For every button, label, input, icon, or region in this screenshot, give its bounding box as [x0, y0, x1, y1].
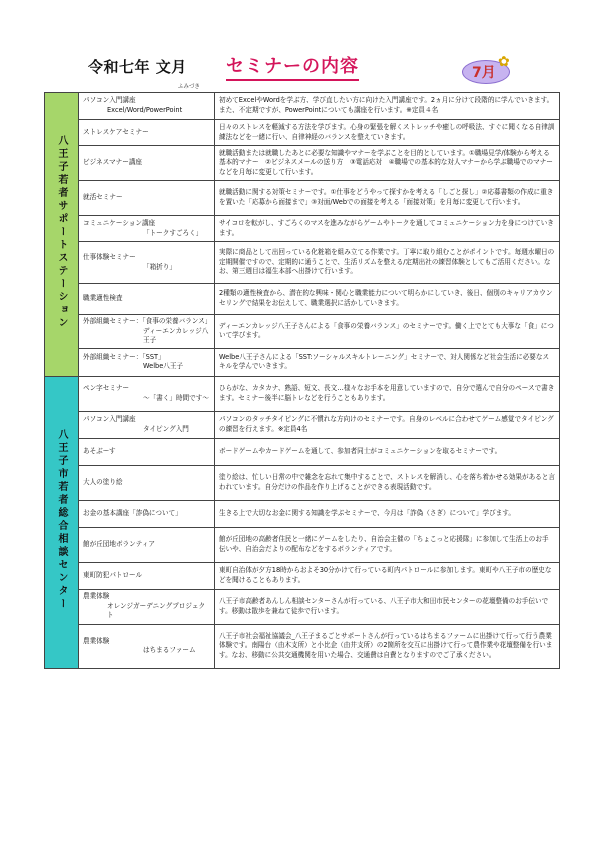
- table-row: [45, 562, 560, 589]
- seminar-name-cell: [79, 562, 215, 589]
- seminar-description: 日々のストレスを軽減する方法を学びます。心身の緊張を解くストレッチや癒しの呼吸法、すぐに聞くなる自律訓練法などを一緒に行い、自律神経のバランスを整えていきます。: [215, 120, 560, 146]
- seminar-description: 館が丘団地の高齢者住民と一緒にゲームをしたり、自治会主催の「ちょこっと応援隊」に参加して生活上のお手伝いや、自治会だよりの配布などをするボランティアです。: [215, 527, 560, 562]
- table-row: [45, 284, 560, 315]
- seminar-title: お金の基本講座「詐偽について」: [83, 508, 182, 517]
- seminar-subtitle: Welbe八王子: [143, 362, 184, 371]
- seminar-subtitle: ディーエンカレッジ八王子: [143, 326, 209, 345]
- section-label-cell: [45, 376, 79, 668]
- seminar-title: 職業適性検査: [83, 294, 123, 303]
- section-label-cell: [45, 93, 79, 377]
- seminar-subtitle: 「箱折り」: [143, 262, 176, 271]
- section-name: 八王子市若者総合相談センター: [56, 429, 67, 612]
- seminar-title: ストレスケアセミナー: [83, 127, 149, 136]
- seminar-description: ディーエンカレッジ八王子さんによる「食事の栄養バランス」のセミナーです。働く上でとても大事な「食」について学びます。: [215, 315, 560, 349]
- seminar-title: 外部組織セミナー：「食事の栄養バランス」: [83, 317, 212, 325]
- seminar-title: ペン字セミナー: [83, 384, 130, 393]
- seminar-name-cell: [79, 93, 215, 120]
- seminar-title: パソコン入門講座: [83, 96, 136, 105]
- seminar-title: 東町防犯パトロール: [83, 570, 143, 579]
- month-badge-label: 7月: [472, 65, 496, 81]
- table-row: [45, 465, 560, 500]
- seminar-description: 初めてExcelやWordを学ぶ方、学び直したい方に向けた入門講座です。2ヵ月に分けて段階的に学んでいきます。また、不定期ですが、PowerPointについても講座を行います。※定員４名: [215, 93, 560, 120]
- seminar-name-cell: [79, 348, 215, 376]
- table-row: [45, 93, 560, 120]
- seminar-subtitle: Excel/Word/PowerPoint: [107, 106, 183, 114]
- seminar-subtitle: オレンジガーデニングプロジェクト: [107, 601, 206, 620]
- seminar-name-cell: [79, 284, 215, 315]
- seminar-name-cell: [79, 216, 215, 242]
- seminar-name-cell: [79, 242, 215, 284]
- seminar-title: 農業体験: [83, 636, 110, 645]
- seminar-description: 就職活動に関する対策セミナーです。①仕事をどうやって探すかを考える「しごと探し」②応募書類の作成に重きを置いた「応募から面接まで」③対面/Webでの面接を考える「面接対策」を月毎に変更して行います。: [215, 181, 560, 216]
- seminar-name-cell: [79, 465, 215, 500]
- seminar-description: ボードゲームやカードゲームを通して、参加者同士がコミュニケーションを取るセミナーです。: [215, 438, 560, 465]
- seminar-name-cell: [79, 438, 215, 465]
- seminar-description: ひらがな、カタカナ、熟語、短文、長文…様々なお手本を用意していますので、自分で選んで自分のペースで書きます。セミナー後半に脳トレなどを行うこともあります。: [215, 376, 560, 411]
- seminar-subtitle: ～「書く」時間です～: [143, 393, 209, 402]
- table-row: [45, 348, 560, 376]
- seminar-subtitle: タイピング入門: [143, 424, 189, 433]
- seminar-description: サイコロを転がし、すごろくのマスを進みながらゲームやトークを通してコミュニケーション力を身につけていきます。: [215, 216, 560, 242]
- seminar-title: 農業体験: [83, 592, 110, 601]
- seminar-name-cell: [79, 527, 215, 562]
- seminar-description: 実際に商品として出回っている化粧箱を組み立てる作業です。丁寧に取り組むことがポイントです。毎週水曜日の定期開催ですので、定期的に通うことで、生活リズムを整える/定期出社の練習体験としてもご活用ください。なお、第三週目は福生本部へ出掛けて行います。: [215, 242, 560, 284]
- seminar-name-cell: [79, 411, 215, 438]
- table-row: [45, 589, 560, 624]
- table-row: [45, 146, 560, 181]
- seminar-title: 仕事体験セミナー: [83, 252, 136, 261]
- page-title: セミナーの内容: [226, 52, 359, 81]
- seminar-title: 大人の塗り絵: [83, 477, 123, 486]
- table-row: [45, 500, 560, 527]
- seminar-subtitle: 「トークすごろく」: [143, 228, 203, 237]
- seminar-title: パソコン入門講座: [83, 415, 136, 424]
- seminar-description: 2種類の適性検査から、潜在的な興味・関心と職業能力について明らかにしていき、後日、個別のキャリアカウンセリングで結果をお伝えして、職業選択に活かしていきます。: [215, 284, 560, 315]
- seminar-title: 外部組織セミナー：「SST」: [83, 352, 165, 361]
- table-row: [45, 376, 560, 411]
- seminar-name-cell: [79, 120, 215, 146]
- table-row: [45, 527, 560, 562]
- table-row: [45, 438, 560, 465]
- table-row: [45, 315, 560, 349]
- table-row: [45, 120, 560, 146]
- table-row: [45, 216, 560, 242]
- flower-icon: ✿: [498, 54, 510, 70]
- month-badge: [462, 54, 510, 84]
- table-row: [45, 181, 560, 216]
- seminar-title: あそぶーす: [83, 446, 116, 455]
- seminar-title: ビジネスマナー講座: [83, 158, 143, 167]
- table-row: [45, 242, 560, 284]
- seminar-title: コミュニケーション講座: [83, 218, 156, 227]
- seminar-name-cell: [79, 376, 215, 411]
- seminar-title: 就活セミナー: [83, 193, 123, 202]
- seminar-title: 館が丘団地ボランティア: [83, 539, 156, 548]
- seminar-subtitle: はちまるファーム: [143, 646, 196, 655]
- page-header: [0, 0, 602, 92]
- seminar-name-cell: [79, 315, 215, 349]
- seminar-description: パソコンのタッチタイピングに不慣れな方向けのセミナーです。自身のレベルに合わせてゲーム感覚でタイピングの練習を行えます。※定員4名: [215, 411, 560, 438]
- era-month: 令和七年 文月: [88, 58, 187, 76]
- seminar-name-cell: [79, 500, 215, 527]
- seminar-name-cell: [79, 146, 215, 181]
- seminar-description: 就職活動または就職したあとに必要な知識やマナーを学ぶことを目的としています。①職場見学/体験から考える基本的マナー ②ビジネスメールの送り方 ③電話応対 ④職場での基本的な対人マナーから学ぶ職場でのマナーなどを月毎に変更して行います。: [215, 146, 560, 181]
- seminar-name-cell: [79, 589, 215, 624]
- seminar-name-cell: [79, 181, 215, 216]
- seminar-description: 塗り絵は、忙しい日常の中で雑念を忘れて集中することで、ストレスを解消し、心を落ち着かせる効果があると言われています。自分だけの作品を作り上げることができる表現活動です。: [215, 465, 560, 500]
- table-row: [45, 411, 560, 438]
- section-name: 八王子若者サポートステーション: [56, 134, 67, 330]
- seminar-table: [44, 92, 560, 669]
- seminar-description: Welbe八王子さんによる「SST:ソーシャルスキルトレーニング」セミナーで、対人関係など社会生活に必要なスキルを学んでいきます。: [215, 348, 560, 376]
- seminar-description: 生きる上で大切なお金に関する知識を学ぶセミナーで、今月は「詐偽（さぎ）について」学びます。: [215, 500, 560, 527]
- seminar-description: 八王子市高齢者あんしん相談センターさんが行っている、八王子市大和田市民センターの花壇整備のお手伝いです。移動は散歩を兼ねて徒歩で行います。: [215, 589, 560, 624]
- seminar-description: 八王子市社会福祉協議会_八王子まるごとサポートさんが行っているはちまるファームに出掛けて行って行う農業体験です。南陽台（由木支所）と小比企（由井支所）の2箇所を交互に出掛けて行って農作業や花壇整備を行います。なお、移動に公共交通機関を用いた場合、交通費は自費となりますのでご了承ください。: [215, 624, 560, 668]
- furigana: ふみづき: [178, 84, 200, 90]
- seminar-description: 東町自治体が夕方18時からおよそ30分かけて行っている町内パトロールに参加します。東町や八王子市の歴史などを聞けることもあります。: [215, 562, 560, 589]
- table-row: [45, 624, 560, 668]
- seminar-name-cell: [79, 624, 215, 668]
